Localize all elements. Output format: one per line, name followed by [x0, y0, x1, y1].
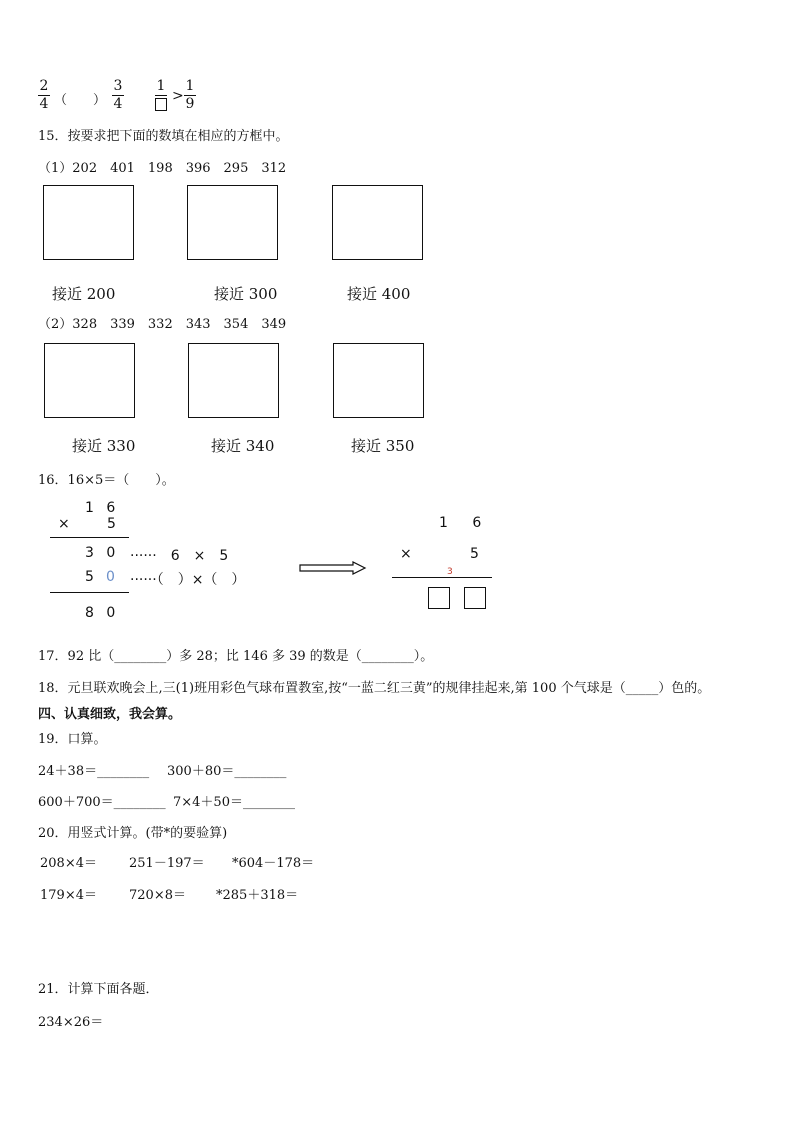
partial-note-1: ······ 6 × 5 — [130, 548, 229, 564]
q18-text[interactable]: 18．元旦联欢晚会上,三(1)班用彩色气球布置教室,按“一蓝二红三黄”的规律挂起来,第 100 个气球是（_____）色的。 — [38, 681, 711, 696]
answer-box-near-200[interactable] — [43, 185, 134, 260]
label-near-200: 接近 200 — [52, 285, 116, 303]
fraction-box — [155, 78, 167, 111]
label-near-340: 接近 340 — [211, 437, 275, 455]
q21-item[interactable]: 234×26＝ — [38, 1015, 104, 1030]
vertical-calc-2[interactable]: 251－197＝ — [129, 856, 205, 871]
vertical-top-number: 1 6 — [85, 500, 120, 516]
q19-title: 19．口算。 — [38, 732, 107, 747]
fraction-ninth — [184, 78, 196, 113]
q17-text[interactable]: 17．92 比（________）多 28；比 146 多 39 的数是（________）。 — [38, 649, 434, 664]
q20-title: 20．用竖式计算。(带*的要验算) — [38, 826, 228, 841]
right-multiplier: 5 — [470, 546, 479, 562]
answer-box-near-340[interactable] — [188, 343, 279, 418]
numerator: 1 — [156, 78, 166, 94]
vertical-sum: 8 0 — [85, 605, 120, 621]
label-near-350: 接近 350 — [351, 437, 415, 455]
right-top-number: 1 6 — [439, 515, 492, 531]
label-near-330: 接近 330 — [72, 437, 136, 455]
answer-box-near-300[interactable] — [187, 185, 278, 260]
answer-box-near-350[interactable] — [333, 343, 424, 418]
answer-box-near-400[interactable] — [332, 185, 423, 260]
vertical-line — [50, 537, 129, 538]
partial-product-2-ones: 0 — [106, 569, 115, 585]
label-near-400: 接近 400 — [347, 285, 411, 303]
q15-part1-numbers: （1）202 401 198 396 295 312 — [38, 161, 287, 176]
q21-title: 21．计算下面各题． — [38, 982, 159, 997]
partial-note-2[interactable]: ······（ ）×（ ） — [130, 572, 246, 588]
multiplier: 5 — [107, 516, 116, 532]
section-heading: 四、认真细致，我会算。 — [38, 707, 182, 722]
times-sign: × — [58, 516, 70, 532]
mental-calc-4[interactable]: 7×4＋50＝________ — [173, 795, 295, 810]
fraction-left — [38, 78, 50, 113]
answer-box-ones[interactable] — [464, 587, 486, 609]
q15-title: 15．按要求把下面的数填在相应的方框中。 — [38, 129, 289, 144]
q15-part2-numbers: （2）328 339 332 343 354 349 — [38, 317, 287, 332]
vertical-calc-6[interactable]: *285＋318＝ — [216, 888, 299, 903]
numerator: 1 — [185, 78, 195, 94]
answer-box[interactable] — [155, 98, 167, 111]
q16-title: 16．16×5＝（ ）。 — [38, 473, 175, 488]
denominator: 9 — [185, 96, 195, 112]
vertical-calc-1[interactable]: 208×4＝ — [40, 856, 97, 871]
fraction-right — [112, 78, 124, 113]
vertical-line — [50, 592, 129, 593]
vertical-calc-3[interactable]: *604－178＝ — [232, 856, 315, 871]
mental-calc-1[interactable]: 24＋38＝________ — [38, 764, 150, 779]
partial-product-1: 3 0 — [85, 545, 120, 561]
arrow-right-icon — [299, 561, 367, 575]
greater-than-sign: > — [172, 88, 184, 104]
denominator: 4 — [113, 96, 123, 112]
numerator: 2 — [39, 78, 49, 94]
answer-box-near-330[interactable] — [44, 343, 135, 418]
label-near-300: 接近 300 — [214, 285, 278, 303]
right-times-sign: × — [400, 546, 412, 562]
vertical-calc-5[interactable]: 720×8＝ — [129, 888, 186, 903]
carry-digit: 3 — [447, 567, 453, 577]
right-vertical-line — [392, 577, 492, 578]
partial-product-2-tens: 5 — [85, 569, 94, 585]
denominator: 4 — [39, 96, 49, 112]
fraction-bar — [155, 95, 167, 96]
answer-box-tens[interactable] — [428, 587, 450, 609]
mental-calc-3[interactable]: 600＋700＝________ — [38, 795, 166, 810]
numerator: 3 — [113, 78, 123, 94]
mental-calc-2[interactable]: 300＋80＝________ — [167, 764, 287, 779]
vertical-calc-4[interactable]: 179×4＝ — [40, 888, 97, 903]
compare-blank[interactable]: （ ） — [54, 93, 107, 108]
